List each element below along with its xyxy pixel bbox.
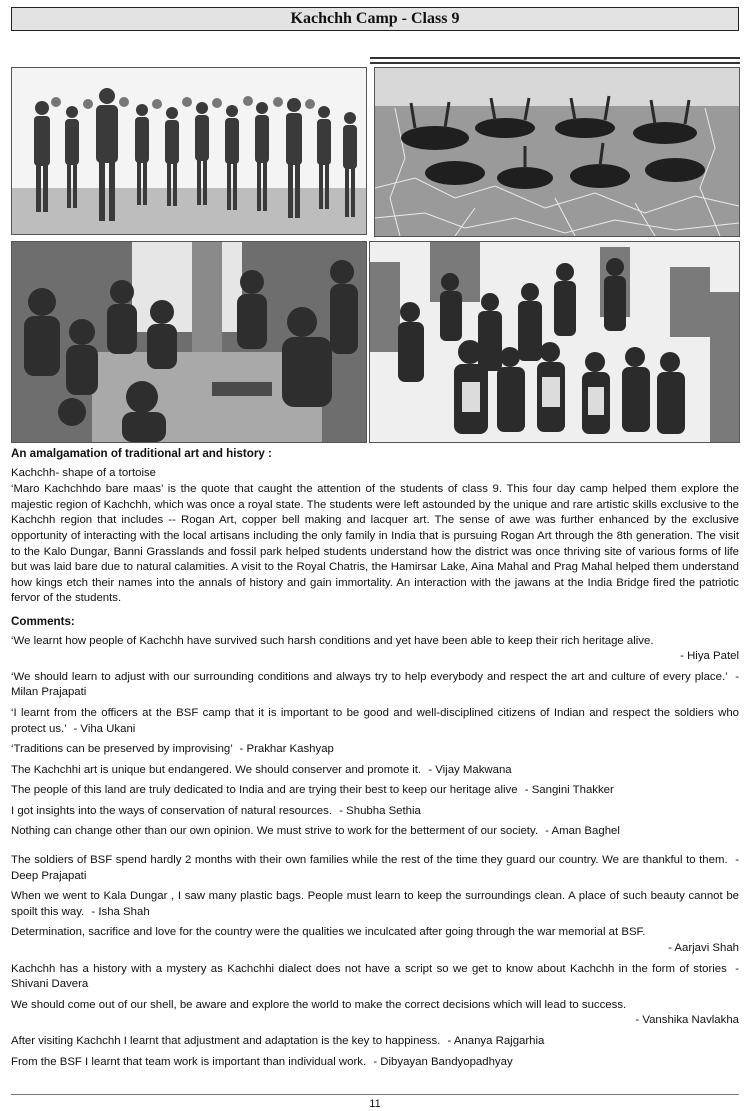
comment-item bbox=[11, 853, 739, 884]
group-photo-icon bbox=[11, 67, 367, 235]
comments-heading: Comments: bbox=[11, 614, 75, 628]
article-subtitle: Kachchh- shape of a tortoise bbox=[11, 466, 157, 479]
comment-text: ‘Traditions can be preserved by improvising’ bbox=[11, 743, 233, 756]
divider-line bbox=[370, 62, 740, 64]
comment-author: - Aman Baghel bbox=[545, 825, 620, 838]
comment-text: From the BSF I learnt that team work is important than individual work. bbox=[11, 1055, 367, 1068]
workshop-photo-icon bbox=[11, 241, 367, 443]
comment-text: ‘We should learn to adjust with our surrounding conditions and always try to help everybody and respect the art and culture of every place.’ bbox=[11, 670, 728, 683]
footer-divider bbox=[11, 1094, 739, 1095]
article-body bbox=[11, 446, 739, 1075]
comment-author: - Prakhar Kashyap bbox=[239, 743, 334, 756]
comment-item bbox=[11, 998, 739, 1029]
comment-item bbox=[11, 742, 739, 758]
article-heading: An amalgamation of traditional art and history : bbox=[11, 447, 272, 460]
comment-item bbox=[11, 634, 739, 665]
comment-item bbox=[11, 804, 739, 820]
divider-line bbox=[370, 57, 740, 59]
comment-item bbox=[11, 763, 739, 779]
comment-text: I got insights into the ways of conservation of natural resources. bbox=[11, 804, 333, 817]
comment-author: - Dibyayan Bandyopadhyay bbox=[373, 1055, 513, 1068]
comment-item bbox=[11, 1055, 739, 1071]
comment-author: - Aarjavi Shah bbox=[668, 942, 739, 955]
comment-text: Nothing can change other than our own opinion. We must strive to work for the betterment of our society. bbox=[11, 825, 538, 838]
comment-item bbox=[11, 925, 739, 956]
comment-text: ‘I learnt from the officers at the BSF camp that it is important to be good and well-disciplined citizens of Indian and respect the soldiers who protect us.’ bbox=[11, 706, 739, 735]
comment-author: - Ananya Rajgarhia bbox=[447, 1035, 545, 1047]
page-title-bar bbox=[11, 7, 739, 31]
article-paragraph: ‘Maro Kachchhdo bare maas’ is the quote that caught the attention of the students of class 9. This four day camp helped them explore the majestic region of Kachchh, which was once a royal state. The students were left astounded by the unique and rare artistic skills exclusive to the Kachchh region that includes -- Rogan Art, copper bell making and lacquer art. The sense of awe was further enhanced by the exclusive opportunity of interacting with the local artisans including the only family in India that is pursuing Rogan Art through the 8th generation. The visit to the Kalo Dungar, Banni Grasslands and fossil park helped students understand how the district was once thriving site of various forms of life but was laid bare due to natural calamities. A visit to the Royal Chatris, the Hamirsar Lake, Aina Mahal and Prag Mahal helped them understand how kings etch their names into the annals of history and gain immortality. An interaction with the jawans at the India Bridge fired the patriotic fervor of the students. bbox=[11, 483, 739, 605]
comment-text: The soldiers of BSF spend hardly 2 months with their own families while the rest of the time they guard our country. We are thankful to them. bbox=[11, 854, 728, 867]
comment-item bbox=[11, 824, 739, 840]
comment-item bbox=[11, 889, 739, 920]
spacer bbox=[11, 845, 739, 853]
comment-author: - Vijay Makwana bbox=[428, 763, 512, 776]
comment-author: - Milan Prajapati bbox=[11, 670, 739, 699]
comment-text: Determination, sacrifice and love for the country were the qualities we inculcated after going through the war memorial at BSF. bbox=[11, 926, 646, 939]
comment-item bbox=[11, 670, 739, 701]
comment-item bbox=[11, 962, 739, 993]
comment-text: Kachchh has a history with a mystery as Kachchhi dialect does not have a script so we get to know about Kachchh in the form of stories bbox=[11, 962, 727, 975]
comment-author: - Deep Prajapati bbox=[11, 854, 739, 882]
comment-author: - Hiya Patel bbox=[680, 650, 739, 663]
comment-text: The Kachchhi art is unique but endangered. We should conserver and promote it. bbox=[11, 763, 422, 776]
comment-author: - Shivani Davera bbox=[11, 962, 740, 991]
comment-item bbox=[11, 706, 739, 737]
page-title: Kachchh Camp - Class 9 bbox=[290, 10, 460, 27]
comment-text: ‘We learnt how people of Kachchh have survived such harsh conditions and yet have been able to keep their rich heritage alive. bbox=[11, 634, 654, 647]
comment-text: The people of this land are truly dedicated to India and are trying their best to keep our heritage alive bbox=[11, 784, 518, 797]
page-number: 11 bbox=[369, 1098, 381, 1110]
comment-author: - Shubha Sethia bbox=[339, 804, 421, 817]
comment-author: - Isha Shah bbox=[91, 905, 150, 918]
comment-item bbox=[11, 783, 739, 799]
comment-author: - Viha Ukani bbox=[73, 722, 136, 735]
comment-author: - Vanshika Navlakha bbox=[635, 1014, 739, 1027]
comment-item bbox=[11, 1034, 739, 1050]
comment-text: When we went to Kala Dungar , I saw many plastic bags. People must learn to keep the surroundings clean. A place of such beauty cannot be spoilt this way. bbox=[11, 890, 739, 918]
monument-group-photo-icon bbox=[369, 241, 740, 443]
comment-text: We should come out of our shell, be aware and explore the world to make the correct decisions which will lead to success. bbox=[11, 998, 627, 1011]
formation-photo-icon bbox=[374, 67, 740, 237]
comment-author: - Sangini Thakker bbox=[524, 784, 614, 797]
comment-text: After visiting Kachchh I learnt that adjustment and adaptation is the key to happiness. bbox=[11, 1035, 441, 1047]
